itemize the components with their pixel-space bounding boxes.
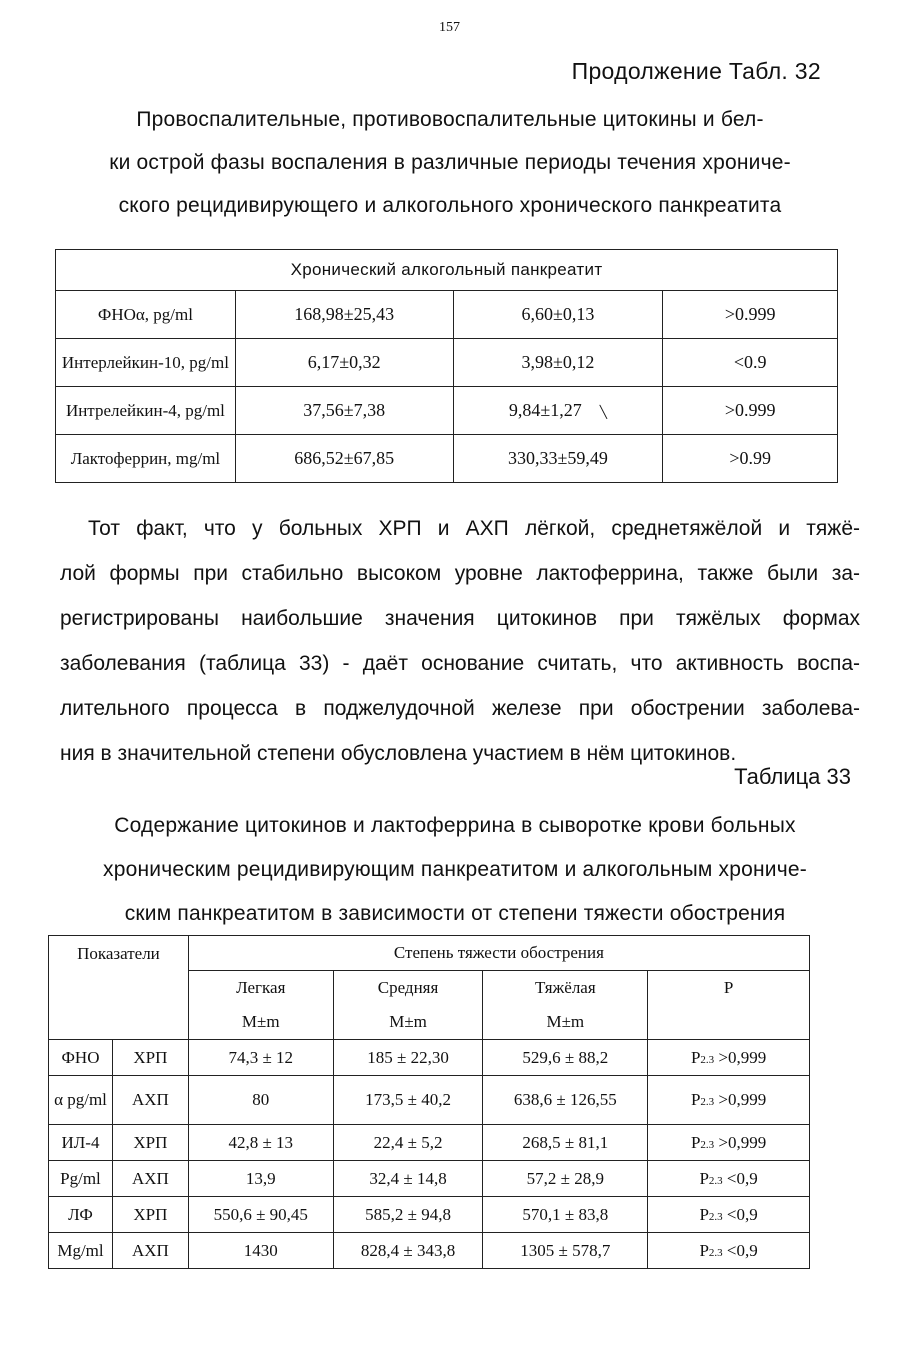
header-text: Р: [723, 978, 734, 997]
header-medium: [333, 971, 483, 1040]
table-row: [56, 339, 838, 387]
paragraph-line: лой формы при стабильно высоком уровне лактоферрина, также были за-: [60, 562, 860, 585]
p-sub: 2.3: [700, 1138, 715, 1151]
header-severity: Степень тяжести обострения: [188, 936, 809, 971]
caption-line: ского рецидивирующего и алкогольного хронического панкреатита: [118, 194, 782, 217]
header-indicators: Показатели: [49, 936, 189, 1040]
p-prefix: Р: [699, 1168, 709, 1188]
table32: [55, 249, 838, 483]
cell-light: 74,3 ± 12: [188, 1040, 333, 1076]
p-value: >0,999: [718, 1132, 767, 1152]
cell-medium: 32,4 ± 14,8: [333, 1161, 483, 1197]
pen-mark-icon: ╲: [599, 405, 607, 419]
cell-p: [648, 1161, 810, 1197]
header-text: Легкая: [236, 978, 286, 997]
p-prefix: Р: [690, 1047, 701, 1067]
cell-text: 37,56±7,38: [303, 400, 386, 420]
cell-severe: 529,6 ± 88,2: [483, 1040, 648, 1076]
cell-medium: 173,5 ± 40,2: [333, 1076, 483, 1125]
paragraph-line: регистрированы наибольшие значения цитокинов при тяжёлых формах: [60, 607, 860, 630]
mean-label: M±m: [546, 1012, 585, 1031]
cell-light: 42,8 ± 13: [188, 1125, 333, 1161]
group-unit: Pg/ml: [49, 1161, 113, 1197]
mean-label: M±m: [241, 1012, 280, 1031]
p-value: <0,9: [726, 1240, 758, 1260]
cell-value: [235, 387, 453, 435]
table-row: [49, 1161, 810, 1197]
cell-value: 686,52±67,85: [235, 435, 453, 483]
table33-caption: [40, 804, 870, 936]
group-type: АХП: [112, 1161, 188, 1197]
cell-value: 6,60±0,13: [453, 291, 663, 339]
cell-p: [648, 1233, 810, 1269]
caption-line: хроническим рецидивирующим панкреатитом и алкогольным хрониче-: [103, 858, 807, 881]
cell-severe: 268,5 ± 81,1: [483, 1125, 648, 1161]
row-label: ФНОα, pg/ml: [56, 291, 236, 339]
header-text: Средняя: [377, 978, 439, 997]
paragraph-line: заболевания (таблица 33) - даёт основание считать, что активность воспа-: [60, 652, 860, 675]
cell-medium: 828,4 ± 343,8: [333, 1233, 483, 1269]
table-row: [56, 291, 838, 339]
cell-p: [648, 1197, 810, 1233]
caption-line: ки острой фазы воспаления в различные периоды течения хрониче-: [109, 151, 791, 174]
table-row: [49, 1076, 810, 1125]
p-sub: 2.3: [700, 1096, 715, 1108]
group-unit: Mg/ml: [49, 1233, 113, 1269]
header-light: [188, 971, 333, 1040]
group-type: ХРП: [112, 1125, 188, 1161]
cell-medium: 585,2 ± 94,8: [333, 1197, 483, 1233]
cell-value: 330,33±59,49: [453, 435, 663, 483]
header-severe: [483, 971, 648, 1040]
p-prefix: Р: [699, 1240, 709, 1260]
p-prefix: Р: [690, 1132, 701, 1152]
cell-p: >0.999: [663, 291, 838, 339]
cell-value: 6,17±0,32: [235, 339, 453, 387]
p-sub: 2.3: [708, 1246, 723, 1259]
p-sub: 2.3: [700, 1053, 715, 1066]
table33: [48, 935, 810, 1269]
caption-line: Содержание цитокинов и лактоферрина в сыворотке крови больных: [114, 814, 796, 837]
p-value: >0,999: [718, 1047, 767, 1067]
mean-label: M±m: [389, 1012, 427, 1031]
cell-medium: 185 ± 22,30: [333, 1040, 483, 1076]
caption-line: ским панкреатитом в зависимости от степени тяжести обострения: [124, 902, 786, 925]
table-row: [49, 1197, 810, 1233]
header-text: Тяжёлая: [534, 978, 596, 997]
group-name: ФНО: [49, 1040, 113, 1076]
cell-value: 168,98±25,43: [235, 291, 453, 339]
cell-severe: 570,1 ± 83,8: [483, 1197, 648, 1233]
table-row: [56, 387, 838, 435]
cell-text: 9,84±1,27: [508, 400, 582, 420]
group-type: ХРП: [112, 1197, 188, 1233]
group-type: АХП: [112, 1076, 188, 1125]
cell-light: 13,9: [188, 1161, 333, 1197]
cell-p: >0.99: [663, 435, 838, 483]
p-sub: 2.3: [708, 1174, 723, 1187]
cell-value: 3,98±0,12: [453, 339, 663, 387]
group-unit: α pg/ml: [49, 1076, 113, 1125]
paragraph-line: ния в значительной степени обусловлена участием в нём цитокинов.: [60, 742, 737, 765]
cell-p: [648, 1076, 810, 1125]
cell-severe: 638,6 ± 126,55: [483, 1076, 648, 1125]
cell-p: <0.9: [663, 339, 838, 387]
cell-p: [648, 1040, 810, 1076]
cell-value: [453, 387, 663, 435]
p-value: <0,9: [726, 1204, 758, 1224]
row-label: Интрелейкин-4, pg/ml: [56, 387, 236, 435]
cell-light: 550,6 ± 90,45: [188, 1197, 333, 1233]
caption-line: Провоспалительные, противовоспалительные цитокины и бел-: [136, 108, 764, 131]
table-row: [49, 1125, 810, 1161]
row-label: Лактоферрин, mg/ml: [56, 435, 236, 483]
header-p: [648, 971, 810, 1040]
group-type: АХП: [112, 1233, 188, 1269]
cell-p: [648, 1125, 810, 1161]
p-prefix: Р: [699, 1204, 709, 1224]
table32-header: Хронический алкогольный панкреатит: [56, 250, 838, 291]
table-row: [56, 435, 838, 483]
group-name: ЛФ: [49, 1197, 113, 1233]
cell-severe: 1305 ± 578,7: [483, 1233, 648, 1269]
body-paragraph: [60, 506, 860, 776]
paragraph-line: Тот факт, что у больных ХРП и АХП лёгкой, среднетяжёлой и тяжё-: [88, 517, 860, 540]
group-type: ХРП: [112, 1040, 188, 1076]
p-sub: 2.3: [708, 1210, 723, 1223]
p-value: <0,9: [726, 1168, 758, 1188]
group-name: ИЛ-4: [49, 1125, 113, 1161]
cell-light: 80: [188, 1076, 333, 1125]
table-row: [49, 1040, 810, 1076]
page-number: 157: [439, 20, 460, 35]
cell-medium: 22,4 ± 5,2: [333, 1125, 483, 1161]
paragraph-line: лительного процесса в поджелудочной железе при обострении заболева-: [60, 697, 860, 720]
p-value: >0,999: [718, 1090, 767, 1109]
row-label: Интерлейкин-10, pg/ml: [56, 339, 236, 387]
continuation-label: Продолжение Табл. 32: [571, 58, 821, 84]
cell-p: >0.999: [663, 387, 838, 435]
cell-light: 1430: [188, 1233, 333, 1269]
cell-severe: 57,2 ± 28,9: [483, 1161, 648, 1197]
table33-label: Таблица 33: [734, 764, 851, 789]
table32-caption: [60, 98, 840, 227]
p-prefix: Р: [690, 1090, 701, 1109]
table-row: [49, 1233, 810, 1269]
